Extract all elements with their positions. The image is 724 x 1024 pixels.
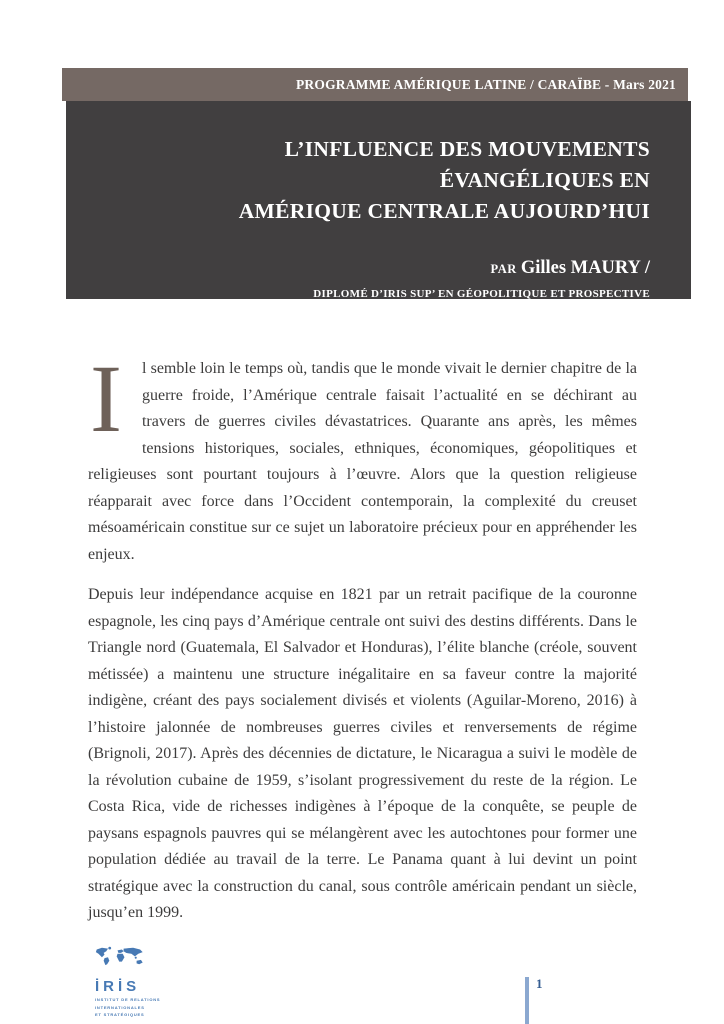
iris-logo-subtitle-line2: INTERNATIONALES <box>95 1004 145 1010</box>
drop-cap: I <box>90 345 122 452</box>
author-name: Gilles MAURY / <box>520 258 650 278</box>
program-banner-text: PROGRAMME AMÉRIQUE LATINE / CARAÏBE - Mars 2021 <box>295 76 676 92</box>
byline <box>136 256 650 281</box>
article-body <box>88 345 637 941</box>
page-title <box>136 134 650 227</box>
author-credential: DIPLOMÉ D’IRIS SUP’ EN GÉOPOLITIQUE ET PROSPECTIVE <box>313 288 650 300</box>
page-title-line1: L’INFLUENCE DES MOUVEMENTS ÉVANGÉLIQUES EN <box>284 137 650 192</box>
program-banner <box>62 68 688 101</box>
paragraph-2: Depuis leur indépendance acquise en 1821 par un retrait pacifique de la couronne espagnole, les cinq pays d’Amérique centrale ont suivi des destins différents. Dans le Triangle nord (Guatemala, El Salvador et Honduras), l’élite blanche (créole, souvent métissée) a maintenu une structure inégalitaire en sa faveur contre la majorité indigène, créant des pays socialement divisés et violents (Aguilar-Moreno, 2016) à l’histoire jalonnée de nombreuses guerres civiles et renversements de régime (Brignoli, 2017). Après des décennies de dictature, le Nicaragua a suivi le modèle de la révolution cubaine de 1959, s’isolant progressivement du reste de la région. Le Costa Rica, vide de richesses indigènes à l’époque de la conquête, se peuple de paysans espagnols pauvres qui se mélangèrent avec les autochtones pour former une population dédiée au travail de la terre. Le Panama quant à lui devint un point stratégique avec la construction du canal, sous contrôle américain pendant un siècle, jusqu’en 1999. <box>88 586 637 921</box>
iris-logo-subtitle-line3: ET STRATÉGIQUES <box>95 1012 145 1017</box>
byline-prefix: PAR <box>490 262 517 276</box>
page-number-bar <box>525 977 529 1024</box>
page-number: 1 <box>536 976 543 991</box>
iris-logo-wordmark: İRİS <box>95 978 141 995</box>
world-map-icon <box>95 959 147 976</box>
iris-logo-subtitle-line1: INSTITUT DE RELATIONS <box>95 997 161 1002</box>
iris-logo <box>95 946 161 1018</box>
paragraph-1 <box>88 345 637 568</box>
title-block <box>66 101 691 299</box>
page-title-line2: AMÉRIQUE CENTRALE AUJOURD’HUI <box>238 199 650 223</box>
paragraph-1-text: l semble loin le temps où, tandis que le monde vivait le dernier chapitre de la guerre froide, l’Amérique centrale faisait l’actualité en se déchirant au travers de guerres civiles dévastatrices. Quarante ans après, les mêmes tensions historiques, sociales, ethniques, économiques, géopolitiques et religieuses sont pourtant toujours à l’œuvre. Alors que la question religieuse réapparait avec force dans l’Occident contemporain, la complexité du creuset mésoaméricain constitue sur ce sujet un laboratoire précieux pour en appréhender les enjeux. <box>88 360 637 563</box>
